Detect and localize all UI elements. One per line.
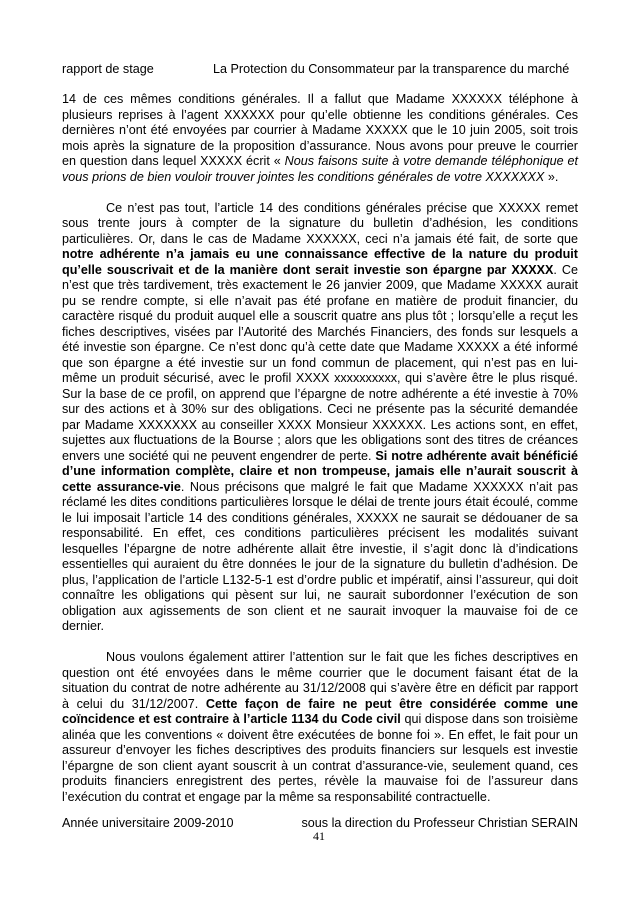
paragraph-1-quote-end: ».: [544, 169, 559, 184]
paragraph-3: [62, 650, 578, 805]
paragraph-1-quote: Nous faisons suite à votre demande téléphonique et vous prions de bien vouloir trouver jointes les conditions générales de votre XXXXXXX: [62, 154, 578, 184]
paragraph-2-text-b: . Ce n’est que très tardivement, très exactement le 26 janvier 2009, que Madame XXXXX aurait pu se rendre compte, si elle n’avait pas été profane en matière de produit financier, du caractère risqué du produit auquel elle a souscrit quatre ans plus tôt ; lorsqu’elle a reçut les fiches descriptives, visées par l’Autorité des Marchés Financiers, des fonds sur lesquels a été investie son épargne. Ce n’est donc qu’à cette date que Madame XXXXX a été informé que son épargne a été investie sur un fond commun de placement, qui n’est pas en lui-même un produit sécurisé, avec le profil XXXX xxxxxxxxxx, qui s’avère être le plus risqué. Sur la base de ce profil, on apprend que l’épargne de notre adhérente a été investie à 70% sur des actions et à 30% sur des obligations. Ceci ne présente pas la sécurité demandée par Madame XXXXXXX au conseiller XXXX Monsieur XXXXXX. Les actions sont, en effet, sujettes aux fluctuations de la Bourse ; alors que les obligations sont des titres de créances envers une société qui ne peuvent engendrer de perte.: [62, 262, 578, 463]
header-title: La Protection du Consommateur par la transparence du marché: [213, 62, 570, 76]
paragraph-2-emphasis-b: Si notre adhérente avait bénéficié d’une information complète, claire et non trompeuse, jamais elle n’aurait souscrit à cette assurance-vie: [62, 448, 578, 494]
paragraph-3-emphasis: Cette façon de faire ne peut être considérée comme une coïncidence et est contraire à l’article 1134 du Code civil: [62, 696, 578, 726]
footer-academic-year: Année universitaire 2009-2010: [62, 816, 234, 830]
footer-supervisor: sous la direction du Professeur Christian SERAIN: [301, 816, 578, 830]
paragraph-3-text-b: qui dispose dans son troisième alinéa que les conventions « doivent être exécutées de bonne foi ». En effet, le fait pour un assureur d’envoyer les fiches descriptives des produits financiers sur lesquels est investie l’épargne de son client ayant souscrit à un contrat d’assurance-vie, seulement quand, ces produits financiers enregistrent des pertes, révèle la mauvaise foi de l’assureur dans l’exécution du contrat et engage par la même sa responsabilité contractuelle.: [62, 712, 578, 804]
page-number: 41: [313, 829, 325, 843]
paragraph-3-text-a: Nous voulons également attirer l’attention sur le fait que les fiches descriptives en question ont été envoyées dans le même courrier que le document faisant état de la situation du contrat de notre adhérente au 31/12/2008 qui s’avère être en déficit par rapport à celui du 31/12/2007.: [62, 650, 578, 711]
paragraph-2-text-a: Ce n’est pas tout, l’article 14 des conditions générales précise que XXXXX remet sous trente jours à compter de la signature du bulletin d’adhésion, les conditions particulières. Or, dans le cas de Madame XXXXXX, ceci n’a jamais été fait, de sorte que: [62, 200, 578, 246]
header-report-label: rapport de stage: [62, 62, 154, 76]
paragraph-2: [62, 201, 578, 635]
paragraph-1: [62, 92, 578, 185]
page-header: [62, 62, 578, 78]
paragraph-2-emphasis-a: notre adhérente n’a jamais eu une connaissance effective de la nature du produit qu’elle souscrivait et de la manière dont serait investie son épargne par XXXXX: [62, 247, 578, 277]
paragraph-1-text: 14 de ces mêmes conditions générales. Il a fallut que Madame XXXXXX téléphone à plusieurs reprises à l’agent XXXXXX pour qu’elle obtienne les conditions générales. Ces dernières n’ont été envoyées par courrier à Madame XXXXX que le 10 juin 2005, soit trois mois après la signature de la proposition d’assurance. Nous avons pour preuve le courrier en question dans lequel XXXXX écrit «: [62, 92, 578, 168]
body-text: [62, 92, 578, 805]
paragraph-2-text-c: . Nous précisons que malgré le fait que Madame XXXXXX n’ait pas réclamé les dites conditions particulières lorsque le délai de trente jours était écoulé, comme le lui imposait l’article 14 des conditions générales, XXXXX ne saurait se dédouaner de sa responsabilité. En effet, ces conditions particulières précisent les modalités suivant lesquelles l’épargne de notre adhérente allait être investie, il s’agit donc là d’indications essentielles qui auraient du être données le jour de la signature du bulletin d’adhésion. De plus, l’application de l’article L132-5-1 est d’ordre public et impératif, ainsi l’assureur, qui doit connaître les obligations qui pèsent sur lui, ne saurait subordonner l’exécution de son obligation aux agissements de son client et ne saurait invoquer la mauvaise foi de ce dernier.: [62, 479, 578, 633]
